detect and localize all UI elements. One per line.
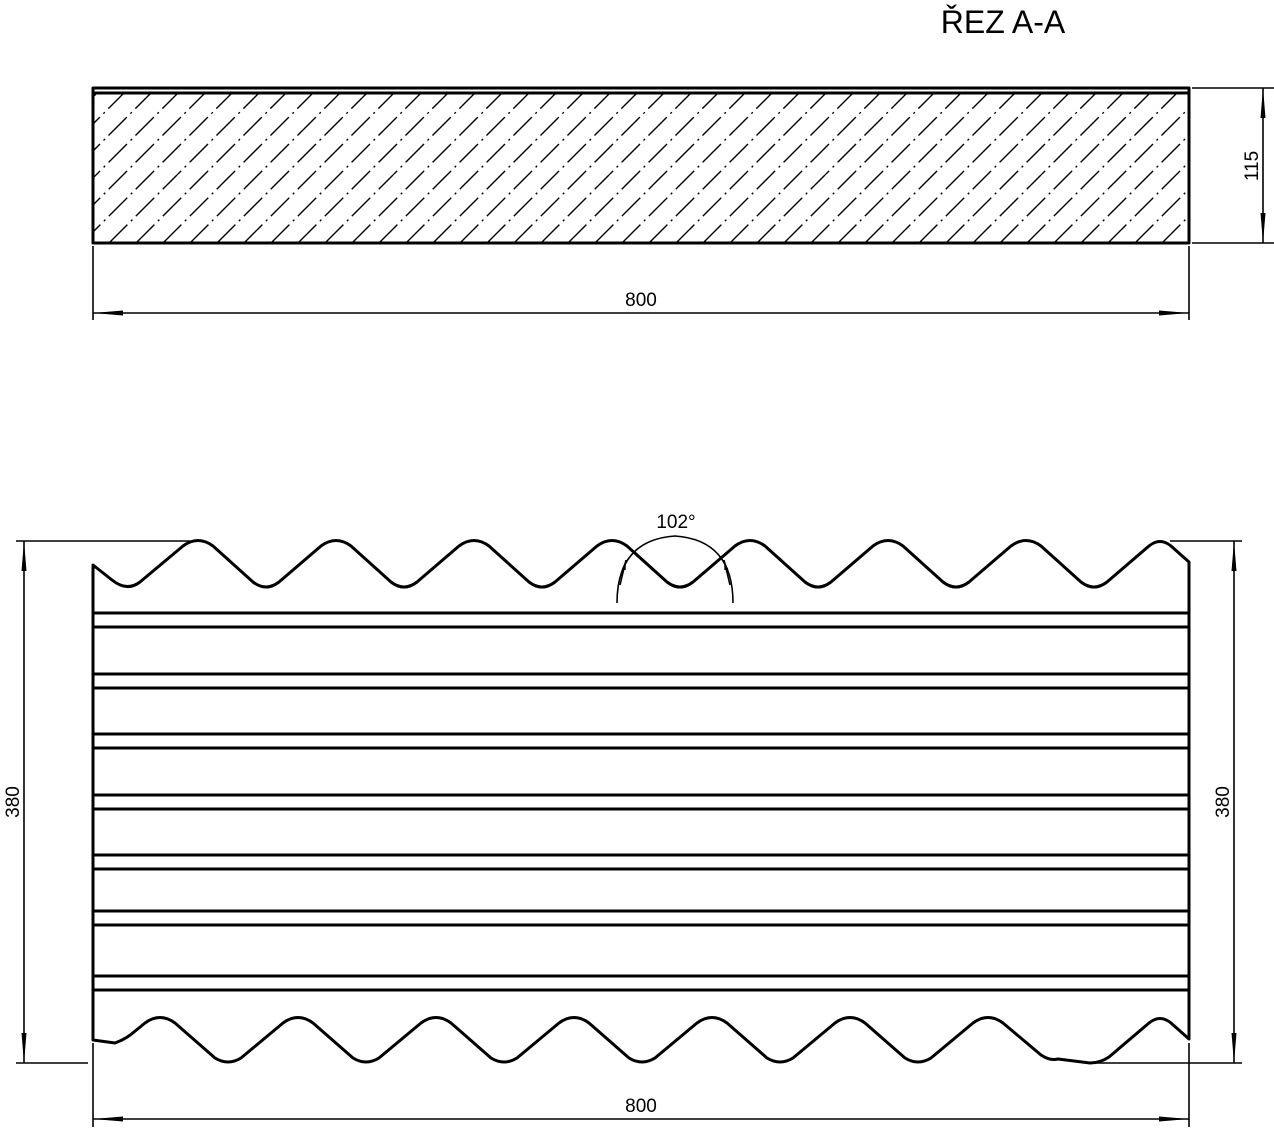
hatch-line xyxy=(0,88,102,243)
plan-width-label: 800 xyxy=(625,1096,657,1117)
hatch-line xyxy=(298,88,453,243)
hatch-line xyxy=(973,88,1128,243)
hatch-line xyxy=(946,88,1101,243)
hatch-line xyxy=(433,88,588,243)
hatch-line xyxy=(352,88,507,243)
hatch-line xyxy=(271,88,426,243)
section-view xyxy=(0,88,1274,320)
hatch-line xyxy=(487,88,642,243)
hatch-line xyxy=(28,88,183,243)
hatch-line xyxy=(163,88,318,243)
hatch-line xyxy=(244,88,399,243)
plan-outline xyxy=(93,541,1189,1064)
hatch-line xyxy=(838,88,993,243)
plan-view xyxy=(3,512,1242,1127)
hatch-line xyxy=(676,88,831,243)
section-hatching xyxy=(0,88,1274,243)
height-left-label: 380 xyxy=(3,786,24,818)
hatch-line xyxy=(55,88,210,243)
hatch-line xyxy=(865,88,1020,243)
hatch-line xyxy=(811,88,966,243)
plan-strips xyxy=(93,613,1189,990)
hatch-line xyxy=(0,88,129,243)
hatch-line xyxy=(649,88,804,243)
hatch-line xyxy=(595,88,750,243)
hatch-line xyxy=(1,88,156,243)
hatch-line xyxy=(541,88,696,243)
thickness-dimension-label: 115 xyxy=(1242,150,1263,182)
hatch-line xyxy=(784,88,939,243)
hatch-line xyxy=(190,88,345,243)
section-width-dimension-label: 800 xyxy=(625,290,657,311)
hatch-line xyxy=(1081,88,1236,243)
hatch-line xyxy=(622,88,777,243)
hatch-line xyxy=(892,88,1047,243)
hatch-line xyxy=(109,88,264,243)
hatch-line xyxy=(757,88,912,243)
hatch-line xyxy=(568,88,723,243)
hatch-line xyxy=(1108,88,1263,243)
hatch-line xyxy=(136,88,291,243)
height-right-label: 380 xyxy=(1213,786,1234,818)
hatch-line xyxy=(406,88,561,243)
hatch-line xyxy=(703,88,858,243)
angle-label: 102° xyxy=(656,512,696,533)
hatch-line xyxy=(325,88,480,243)
hatch-line xyxy=(460,88,615,243)
hatch-line xyxy=(1027,88,1182,243)
hatch-line xyxy=(1270,88,1274,243)
hatch-line xyxy=(514,88,669,243)
section-outline xyxy=(93,88,1189,243)
hatch-line xyxy=(217,88,372,243)
hatch-line xyxy=(919,88,1074,243)
hatch-line xyxy=(82,88,237,243)
hatch-line xyxy=(1054,88,1209,243)
hatch-line xyxy=(0,88,75,243)
hatch-line xyxy=(730,88,885,243)
hatch-line xyxy=(379,88,534,243)
hatch-line xyxy=(1000,88,1155,243)
section-title: ŘEZ A-A xyxy=(940,4,1066,40)
angle-arc xyxy=(617,536,733,603)
